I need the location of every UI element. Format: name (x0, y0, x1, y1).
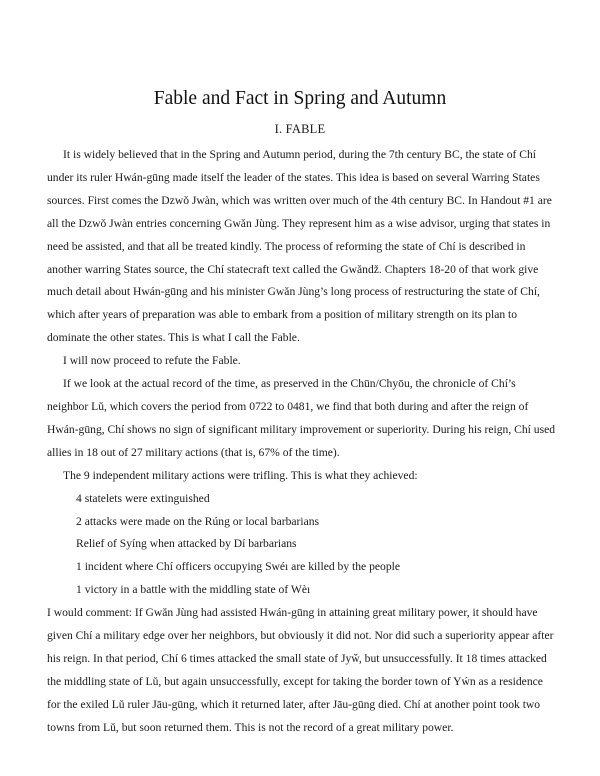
paragraph-record: If we look at the actual record of the time, as preserved in the Chūn/Chyōu, the chronicle of Chí’s neighbor Lǔ, which covers the period from 0722 to 0481, we find that both during and after the reign of Hwán-gūng, Chí shows no sign of significant military improvement or superiority. During his reign, Chí used allies in 18 out of 27 military actions (that is, 67% of the time). (47, 377, 556, 459)
paragraph-actions: The 9 independent military actions were trifling. This is what they achieved: (63, 468, 418, 482)
paragraph-comment: I would comment: If Gwǎn Jùng had assisted Hwán-gūng in attaining great military power, it should have given Chí a military edge over her neighbors, but obviously it did not. Nor did such a superiority appear after his reign. In that period, Chí 6 times attacked the small state of Jyw̌, but unsuccessfully. It 18 times attacked the middling state of Lǔ, but again unsuccessfully, except for taking the border town of Yẃn as a residence for the exiled Lǔ ruler Jāu-gūng, which it returned later, after Jāu-gūng died. Chí at another point took two towns from Lǔ, but soon returned them. This is not the record of a great military power. (47, 606, 554, 734)
list-item: 4 statelets were extinguished (76, 491, 210, 505)
paragraph-intro: It is widely believed that in the Spring and Autumn period, during the 7th century BC, the state of Chí under its ruler Hwán-gūng made itself the leader of the states. This idea is based on several Warring States sources. First comes the Dzwǒ Jwàn, which was written over much of the 4th century BC. In Handout #1 are all the Dzwǒ Jwàn entries concerning Gwǎn Jùng. They represent him as a wise advisor, urging that states in need be assisted, and that all be treated kindly. The process of reforming the state of Chí is described in another warring States source, the Chí statecraft text called the Gwǎndž. Chapters 18-20 of that work give much detail about Hwán-gūng and his minister Gwǎn Jùng’s long process of restructuring the state of Chí, which after years of preparation was able to embark from a position of military strength on its plan to dominate the other states. This is what I call the Fable. (47, 148, 552, 345)
list-item: Relief of Syíng when attacked by Dí barbarians (76, 537, 297, 551)
section-heading: I. FABLE (274, 122, 326, 136)
paragraph-refute: I will now proceed to refute the Fable. (63, 354, 241, 368)
page-title: Fable and Fact in Spring and Autumn (153, 88, 447, 109)
list-item: 1 incident where Chí officers occupying Swéı are killed by the people (76, 560, 400, 574)
document-body (47, 144, 557, 740)
list-item: 1 victory in a battle with the middling state of Wèı (76, 583, 311, 597)
list-item: 2 attacks were made on the Rúng or local barbarians (76, 514, 320, 528)
